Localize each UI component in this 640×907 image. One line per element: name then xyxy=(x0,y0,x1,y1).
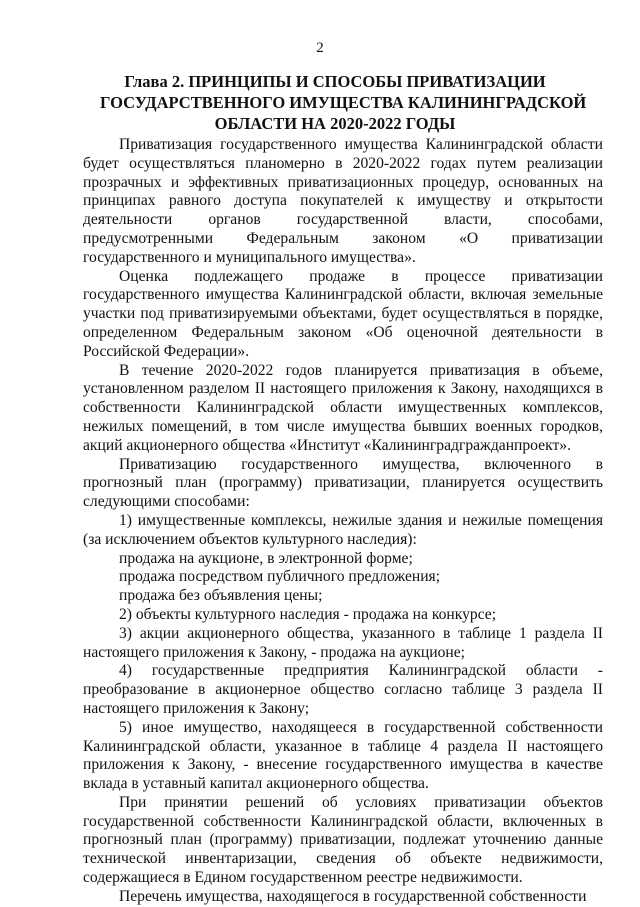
chapter-title-line: ГОСУДАРСТВЕННОГО ИМУЩЕСТВА КАЛИНИНГРАДСКОЙ xyxy=(100,93,587,112)
document-body xyxy=(83,136,603,907)
list-item: 5) иное имущество, находящееся в государственной собственности Калининградской области, указанное в таблице 4 раздела II настоящего приложения к Закону, - внесение государственного имущества в качестве вклада в уставный капитал акционерного общества. xyxy=(83,718,603,793)
list-subitem: продажа на аукционе, в электронной форме; xyxy=(119,549,413,567)
list-item: 2) объекты культурного наследия - продажа на конкурсе; xyxy=(119,605,497,623)
paragraph: Приватизация государственного имущества Калининградской области будет осуществляться планомерно в 2020-2022 годах путем реализации прозрачных и эффективных приватизационных процедур, основанных на принципах равного доступа покупателей к имуществу и открытости деятельности органов государственной власти, способами, предусмотренными Федеральным законом «О приватизации государственного и муниципального имущества». xyxy=(83,136,603,266)
list-subitem: продажа без объявления цены; xyxy=(119,587,323,605)
paragraph: Перечень имущества, находящегося в государственной собственности xyxy=(119,887,587,905)
list-item: 4) государственные предприятия Калининградской области - преобразование в акционерное общество согласно таблице 3 раздела II настоящего приложения к Закону; xyxy=(83,662,603,717)
list-item: 1) имущественные комплексы, нежилые здания и нежилые помещения (за исключением объектов культурного наследия): xyxy=(83,511,603,548)
chapter-title-line: ОБЛАСТИ НА 2020-2022 ГОДЫ xyxy=(214,114,456,133)
paragraph: Оценка подлежащего продаже в процессе приватизации государственного имущества Калининградской области, включая земельные участки под приватизируемыми объектами, будет осуществляться в порядке, определенном Федеральным законом «Об оценочной деятельности в Российской Федерации». xyxy=(83,267,603,360)
list-item: 3) акции акционерного общества, указанного в таблице 1 раздела II настоящего приложения к Закону, - продажа на аукционе; xyxy=(83,624,603,661)
paragraph: Приватизацию государственного имущества, включенного в прогнозный план (программу) приватизации, планируется осуществить следующими способами: xyxy=(83,455,603,511)
page-number: 2 xyxy=(316,40,324,56)
paragraph: В течение 2020-2022 годов планируется приватизация в объеме, установленном разделом II настоящего приложения к Закону, находящихся в собственности Калининградской области имущественных комплексов, нежилых помещений, в том числе имущества бывших военных городков, акций акционерного общества «Институт «Калининградгражданпроект». xyxy=(83,361,603,454)
list-subitem: продажа посредством публичного предложения; xyxy=(119,568,441,586)
chapter-title-line: Глава 2. ПРИНЦИПЫ И СПОСОБЫ ПРИВАТИЗАЦИИ xyxy=(124,72,546,91)
chapter-title xyxy=(100,71,587,134)
paragraph: При принятии решений об условиях приватизации объектов государственной собственности Калининградской области, включенных в прогнозный план (программу) приватизации, подлежат уточнению данные технической инвентаризации, сведения об объекте недвижимости, содержащиеся в Едином государственном реестре недвижимости. xyxy=(83,793,603,887)
